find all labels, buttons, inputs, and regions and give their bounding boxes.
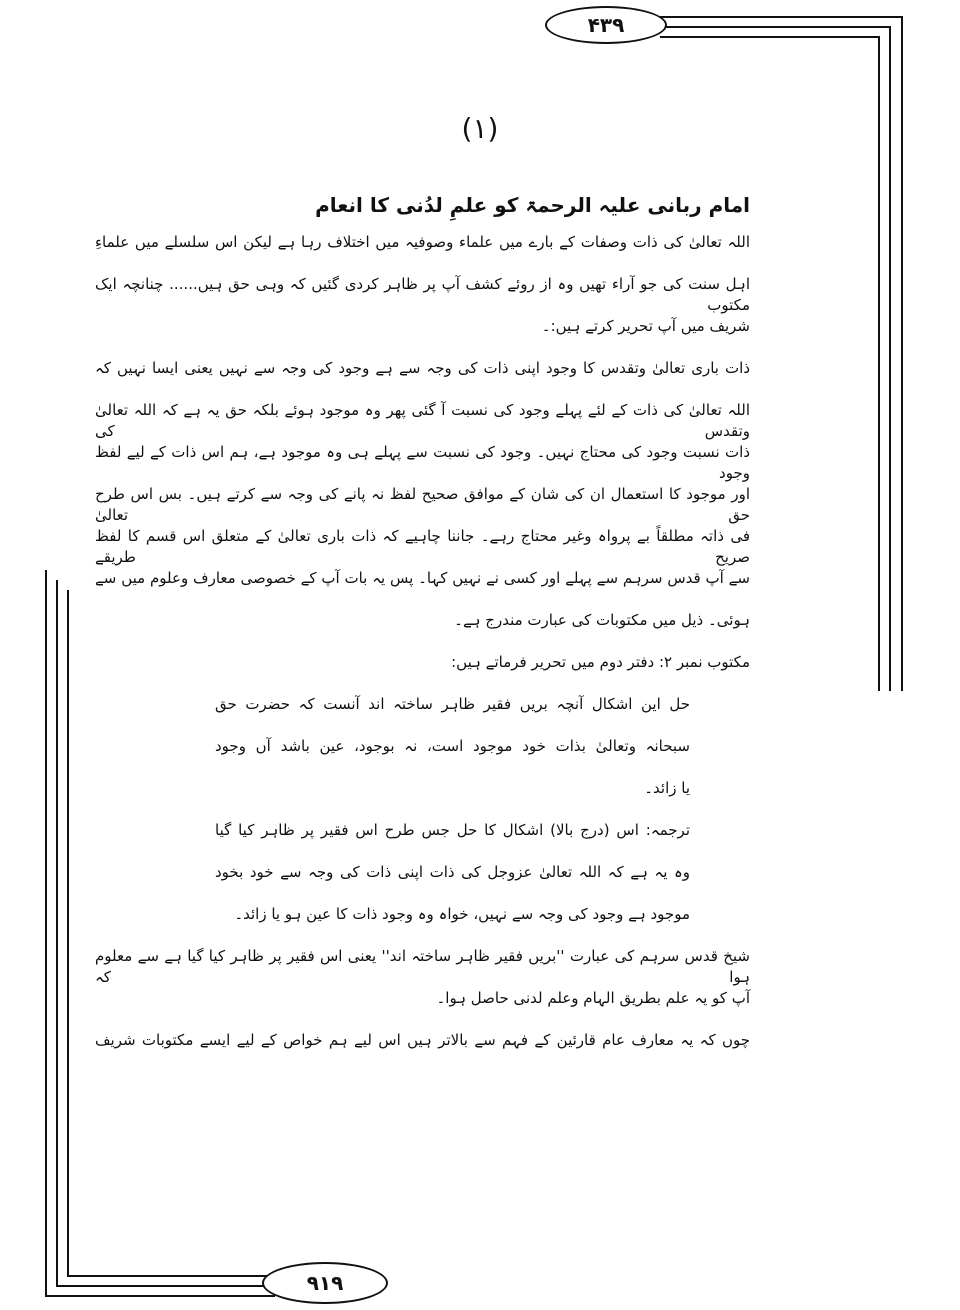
text-line: شیخ قدس سرہم کی عبارت ''بریں فقیر ظاہر ساختہ اند'' یعنی اس فقیر پر ظاہر کیا گیا ہے سے معلوم ہوا کہ: [95, 947, 750, 986]
text-line: اللہ تعالیٰ کی ذات کے لئے پہلے وجود کی نسبت آ گئی پھر وہ موجود ہوئے بلکہ حق یہ ہے کہ اللہ تعالیٰ وتقدس کی: [95, 401, 750, 440]
text-line: اور موجود کا استعمال ان کی شان کے موافق صحیح لفظ نہ پانے کی وجہ سے کرتے ہیں۔ بس اس طرح حق تعالیٰ: [95, 485, 750, 524]
text-line: شریف میں آپ تحریر کرتے ہیں:۔: [541, 317, 750, 335]
persian-quote-line: سبحانہ وتعالیٰ بذات خود موجود است، نہ بوجود، عین باشد آں وجود: [215, 737, 690, 755]
text-line: اہل سنت کی جو آراء تھیں وہ از روئے کشف آپ پر ظاہر کردی گئیں کہ وہی حق ہیں...... چنانچہ ایک مکتوب: [95, 275, 750, 314]
frame-left-line-2: [56, 580, 58, 1285]
text-line: اللہ تعالیٰ کی ذات وصفات کے بارے میں علماء وصوفیہ میں اختلاف رہا ہے لیکن اس سلسلے میں علماءِ: [95, 233, 750, 251]
persian-quote-line: یا زائد۔: [644, 779, 690, 797]
text-line: آپ کو یہ علم بطریق الہام وعلم لدنی حاصل ہوا۔: [436, 989, 750, 1007]
frame-left-line-3: [67, 590, 69, 1275]
frame-right-line-2: [889, 26, 891, 691]
translation-line: ترجمہ: اس (درج بالا) اشکال کا حل جس طرح اس فقیر پر ظاہر کیا گیا: [215, 821, 690, 839]
letter-reference: مکتوب نمبر ۲: دفتر دوم میں تحریر فرماتے ہیں:: [451, 653, 750, 671]
text-line: ذات باری تعالیٰ وتقدس کا وجود اپنی ذات کی وجہ سے ہے وجود کی وجہ سے نہیں یعنی ایسا نہیں کہ: [95, 359, 750, 377]
frame-top-line-2: [665, 26, 891, 28]
frame-bottom-line-1: [45, 1295, 275, 1297]
text-line: سے آپ قدس سرہم سے پہلے اور کسی نے نہیں کہا۔ پس یہ بات آپ کے خصوصی معارف وعلوم میں سے: [95, 569, 750, 587]
text-line: ذات نسبت وجود کی محتاج نہیں۔ وجود کی نسبت سے پہلے ہی وہ موجود ہے، ہم اس ذات کے لیے لفظ وجود: [95, 443, 750, 482]
frame-left-line-1: [45, 570, 47, 1295]
translation-line: وہ یہ ہے کہ اللہ تعالیٰ عزوجل کی ذات اپنی ذات کی وجہ سے خود بخود: [215, 863, 690, 881]
bottom-page-number: ۹۱۹: [262, 1262, 388, 1304]
frame-right-line-3: [878, 36, 880, 691]
frame-top-line-1: [655, 16, 903, 18]
section-heading: امام ربانی علیہ الرحمۃ کو علمِ لدُنی کا انعام: [315, 193, 750, 217]
section-number: (۱): [461, 112, 499, 145]
text-line: چوں کہ یہ معارف عام قارئین کے فہم سے بالاتر ہیں اس لیے ہم خواص کے لیے ایسے مکتوبات شریف: [95, 1031, 750, 1049]
frame-right-line-1: [901, 16, 903, 691]
text-line: ہوئی۔ ذیل میں مکتوبات کی عبارت مندرج ہے۔: [454, 611, 750, 629]
text-line: فی ذاتہ مطلقاً بے پرواہ وغیر محتاج رہے۔ جاننا چاہیے کہ ذات باری تعالیٰ کے متعلق اس قسم کا لفظ صریح طریقے: [95, 527, 750, 566]
frame-bottom-line-3: [67, 1275, 272, 1277]
translation-line: موجود ہے وجود کی وجہ سے نہیں، خواہ وہ وجود ذات کا عین ہو یا زائد۔: [234, 905, 690, 923]
frame-bottom-line-2: [56, 1285, 271, 1287]
top-page-number: ۴۳۹: [545, 6, 667, 44]
frame-top-line-3: [660, 36, 880, 38]
persian-quote-line: حل این اشکال آنچہ بریں فقیر ظاہر ساختہ اند آنست کہ حضرت حق: [215, 695, 690, 713]
page-text: [95, 190, 750, 1072]
